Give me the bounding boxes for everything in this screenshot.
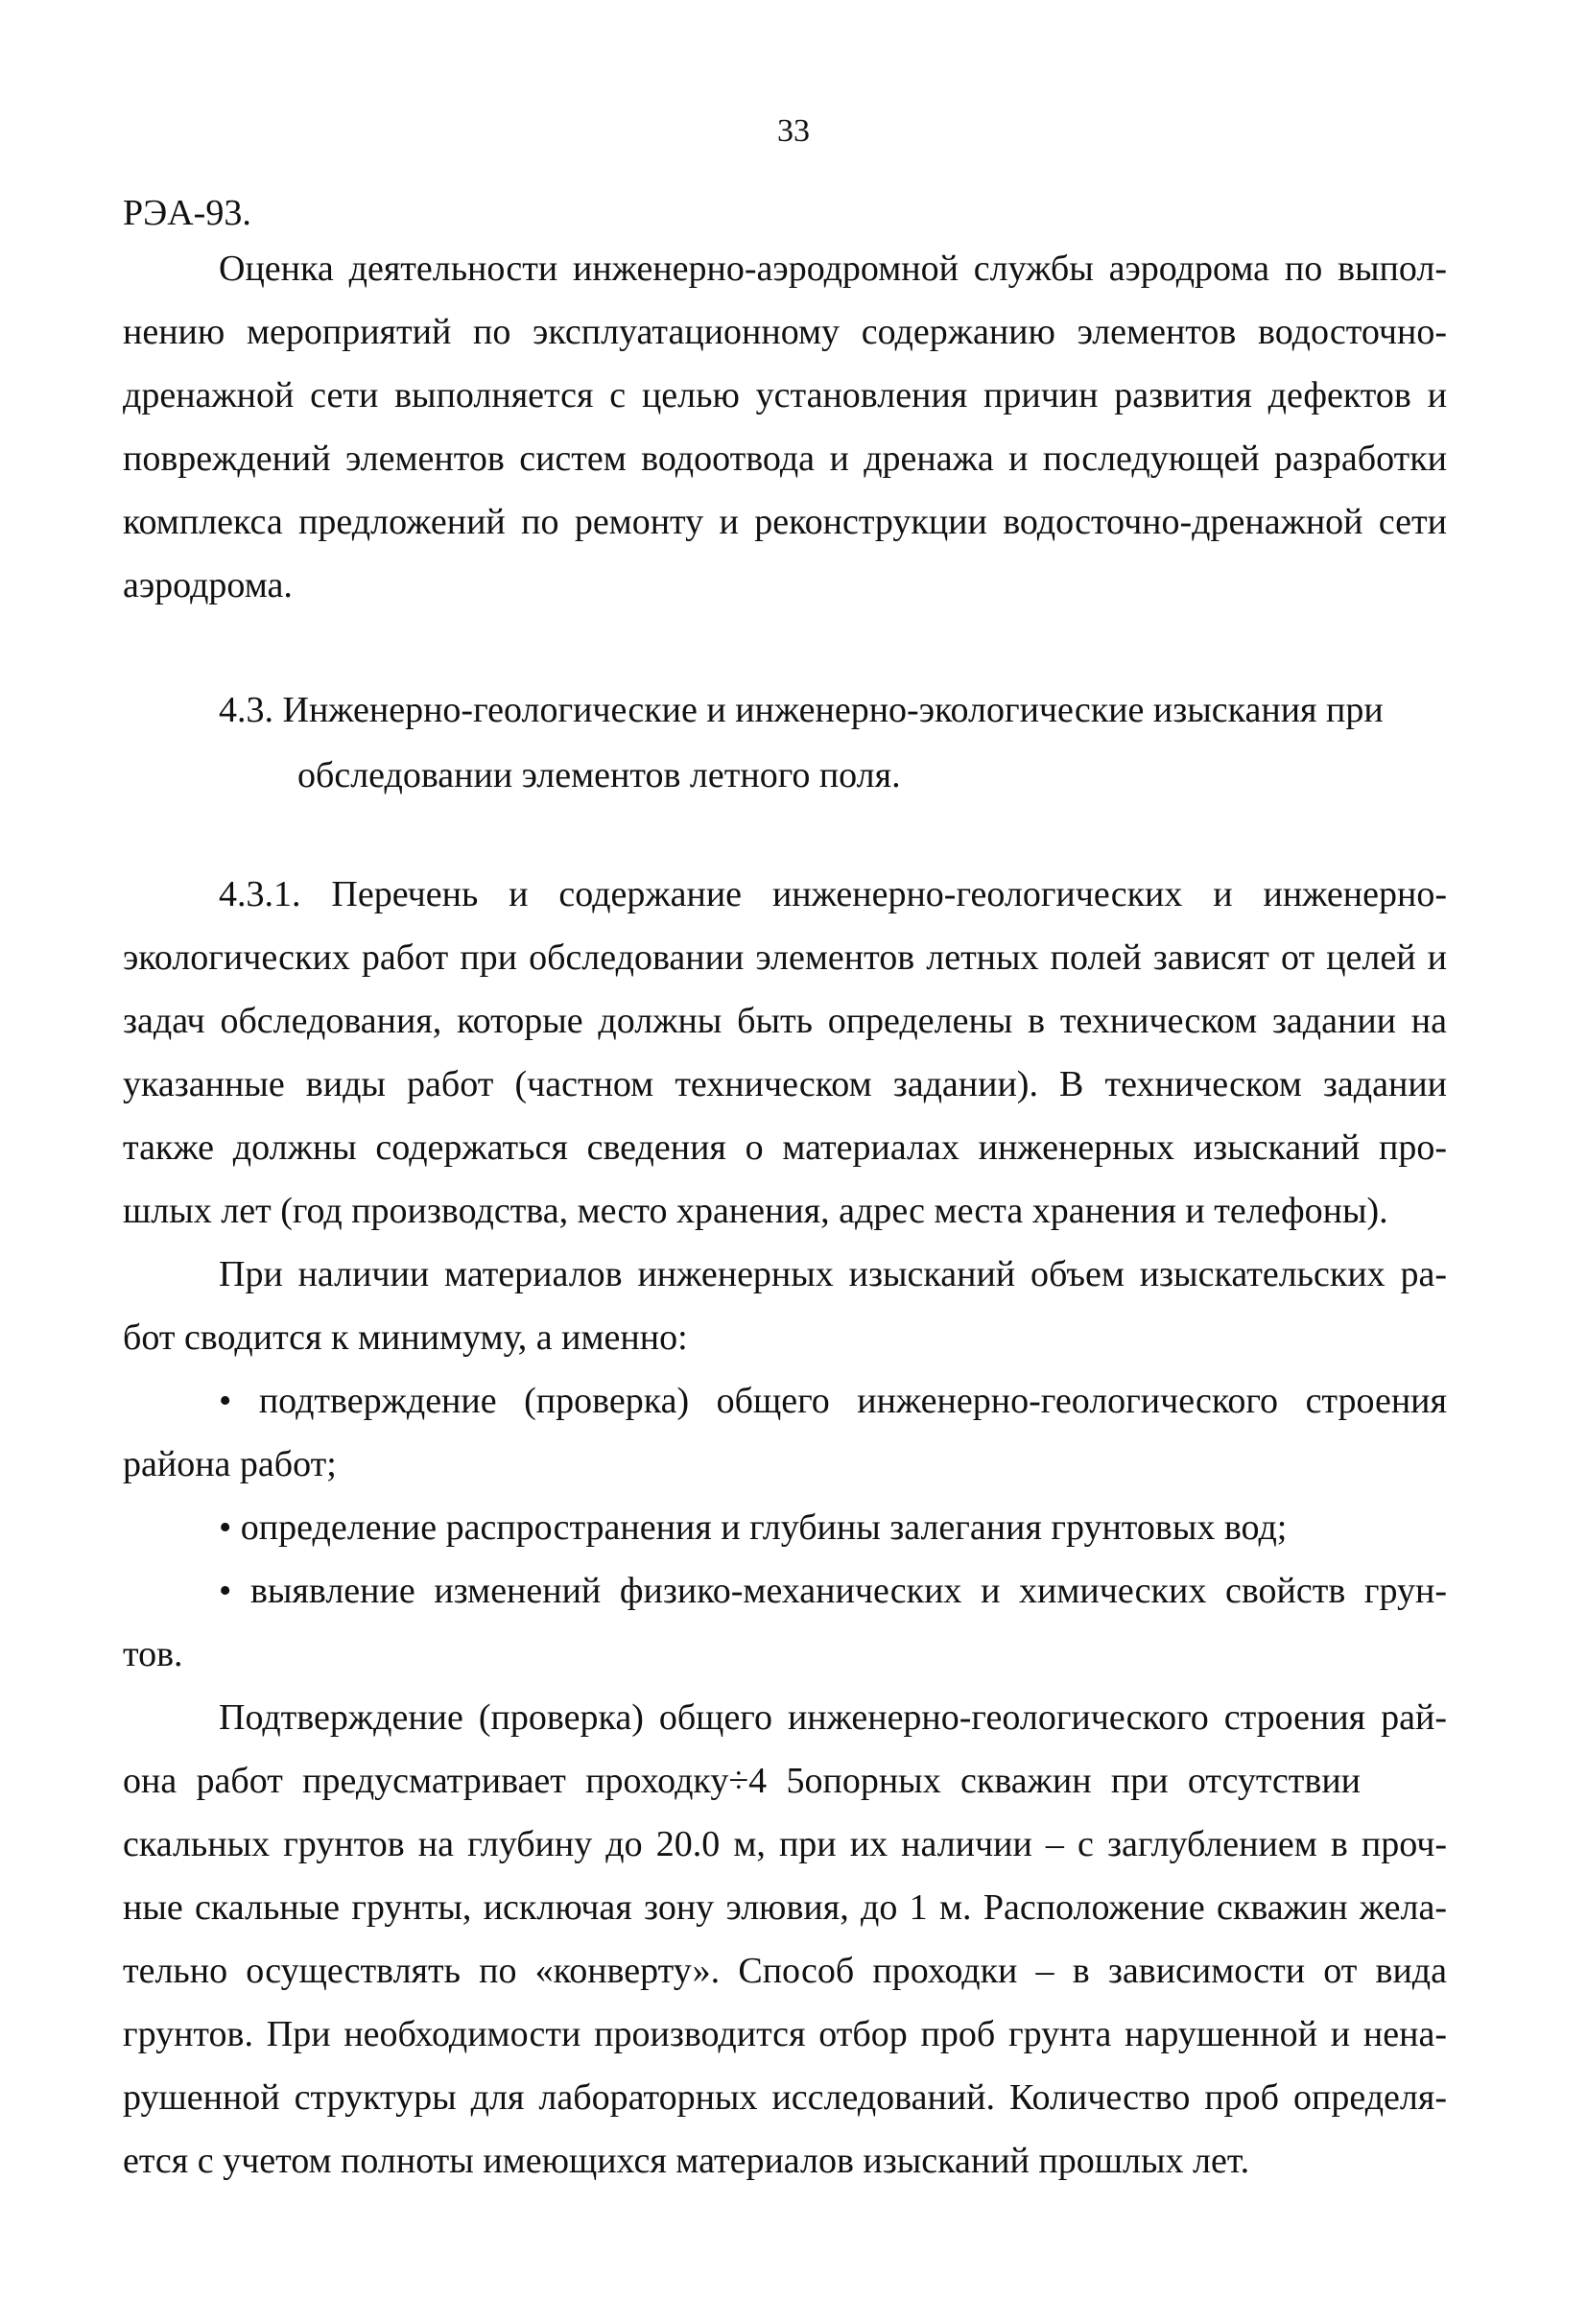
text-line: грунтов. При необходимости производится отбор проб грунта нарушенной и нена- xyxy=(123,2014,1447,2054)
text-line: также должны содержаться сведения о материалах инженерных изысканий про- xyxy=(123,1127,1447,1168)
page-number: 33 xyxy=(777,113,810,149)
bullet-item-line: • выявление изменений физико-механических и химических свойств грун- xyxy=(219,1571,1447,1611)
intro-line: РЭА-93. xyxy=(123,193,251,233)
section-heading-line: обследовании элементов летного поля. xyxy=(297,755,901,795)
bullet-item-line: тов. xyxy=(123,1634,183,1674)
text-line: бот сводится к минимуму, а именно: xyxy=(123,1317,688,1358)
text-line: экологических работ при обследовании элементов летных полей зависят от целей и xyxy=(123,937,1447,978)
text-line: тельно осуществлять по «конверту». Способ проходки – в зависимости от вида xyxy=(123,1951,1447,1991)
text-line: задач обследования, которые должны быть определены в техническом задании на xyxy=(123,1001,1447,1041)
text-line: Подтверждение (проверка) общего инженерно-геологического строения рай- xyxy=(219,1697,1447,1738)
bullet-item-line: • подтверждение (проверка) общего инженерно-геологического строения xyxy=(219,1381,1447,1421)
text-line: Оценка деятельности инженерно-аэродромной службы аэродрома по выпол- xyxy=(219,249,1447,289)
text-line: дренажной сети выполняется с целью установления причин развития дефектов и xyxy=(123,375,1447,415)
text-line: 4.3.1. Перечень и содержание инженерно-геологических и инженерно- xyxy=(219,874,1447,914)
text-line: рушенной структуры для лабораторных исследований. Количество проб определя- xyxy=(123,2077,1447,2118)
bullet-item-line: • определение распространения и глубины залегания грунтовых вод; xyxy=(219,1507,1288,1548)
text-line: комплекса предложений по ремонту и реконструкции водосточно-дренажной сети xyxy=(123,502,1447,542)
text-line: она работ предусматривает проходку÷4 5опорных скважин при отсутствии xyxy=(123,1761,1361,1801)
text-line: повреждений элементов систем водоотвода и дренажа и последующей разработки xyxy=(123,439,1447,479)
bullet-item-line: района работ; xyxy=(123,1444,337,1484)
text-line: указанные виды работ (частном техническом задании). В техническом задании xyxy=(123,1064,1447,1104)
text-line: ется с учетом полноты имеющихся материалов изысканий прошлых лет. xyxy=(123,2141,1250,2181)
text-line: скальных грунтов на глубину до 20.0 м, при их наличии – с заглублением в проч- xyxy=(123,1824,1447,1864)
text-line: ные скальные грунты, исключая зону элювия, до 1 м. Расположение скважин жела- xyxy=(123,1887,1447,1928)
text-line: аэродрома. xyxy=(123,565,293,605)
text-line: нению мероприятий по эксплуатационному содержанию элементов водосточно- xyxy=(123,312,1447,352)
text-line: При наличии материалов инженерных изысканий объем изыскательских ра- xyxy=(219,1254,1447,1294)
section-heading-line: 4.3. Инженерно-геологические и инженерно-экологические изыскания при xyxy=(219,690,1384,730)
text-line: шлых лет (год производства, место хранения, адрес места хранения и телефоны). xyxy=(123,1191,1388,1231)
